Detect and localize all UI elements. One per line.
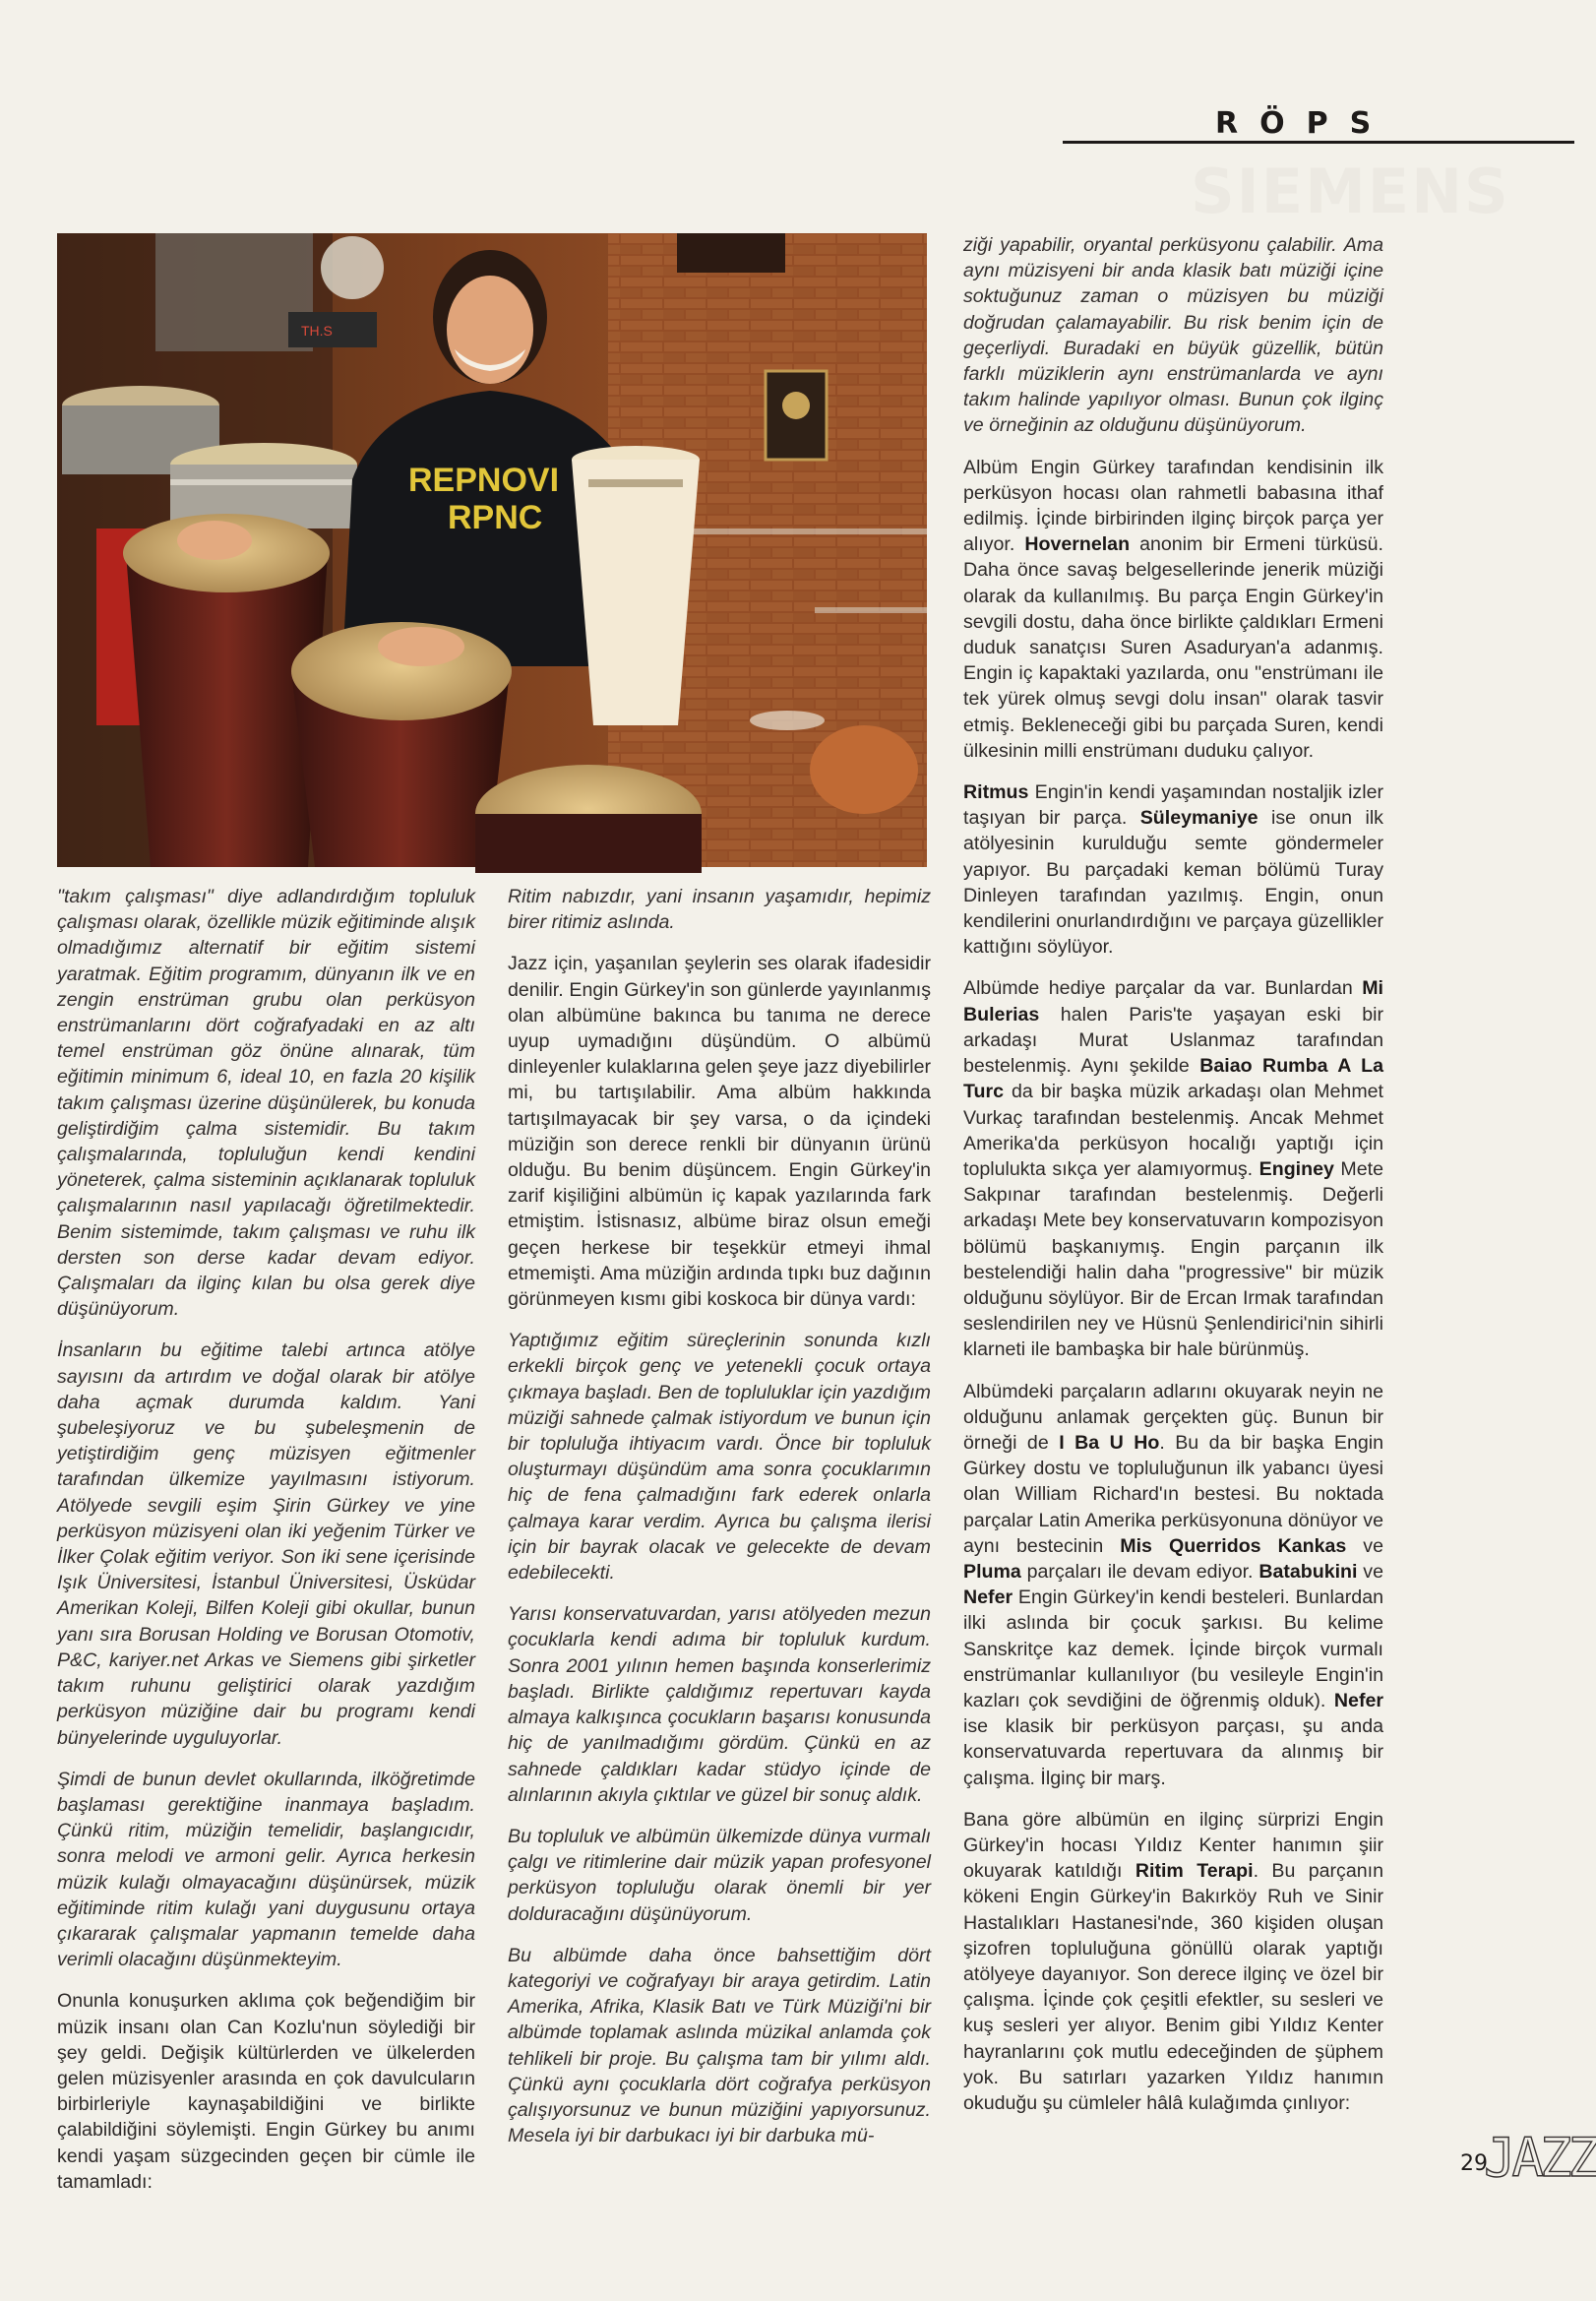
shirt-text-line2: RPNC [448, 499, 543, 536]
text-run: Albümde hediye parçalar da var. Bunlardan [963, 977, 1363, 1000]
text-run: ve [1357, 1560, 1384, 1583]
text-run: Engin'in kendi yaşamından nostaljik izler taşıyan bir parça. [963, 781, 1383, 830]
paragraph: Ritim nabızdır, yani insanın yaşamıdır, hepimiz birer ritimiz aslında. [508, 886, 931, 934]
section-label: RÖPS [1215, 106, 1393, 141]
page-number: 29 [1460, 2151, 1488, 2176]
track-title: Batabukini [1258, 1560, 1358, 1583]
track-title: Enginey [1258, 1157, 1334, 1180]
magazine-logo: JAZZ [1484, 2127, 1596, 2189]
text-run: ise klasik bir perküsyon parçası, şu anda konservatuvarda repertuvara da alınmış bir çalışma. İlginç bir marş. [963, 1715, 1383, 1789]
paragraph [963, 455, 1383, 764]
text-run: parçaları ile devam ediyor. [1020, 1560, 1259, 1583]
paragraph: Yaptığımız eğitim süreçlerinin sonunda kızlı erkekli birçok genç ve yetenekli çocuk ortaya çıkmaya başladı. Ben de topluluklar için yazdığım müziği sahnede çalmak istiyordum ve bunun için bir topluluğa ihtiyacım vardı. Önce bir topluluk oluşturmayı düşündüm ama sonra çocuklarımın hiç de fena çalmadığını fark ederek onlarla çalmaya karar verdim. Ayrıca bu çalışma ilerisi için bir bayrak olacak ve gelecekte de devam edebilecekti. [508, 1330, 931, 1585]
text-column-right [963, 232, 1383, 2132]
paragraph [963, 779, 1383, 960]
shirt-text-line1: REPNOVI [408, 462, 560, 499]
text-run: . Bu parçanın kökeni Engin Gürkey'in Bakırköy Ruh ve Sinir Hastalıkları Hastanesi'nde, 360 kişiden oluşan şizofren topluluğuna gönüllü olarak yaptığı atölyeye dayanıyor. Son derece ilginç ve özel bir çalışma. İçinde çok çeşitli efektler, su sesleri ve kuş sesleri yer alıyor. Benim gibi Yıldız Kenter hayranlarını çok mutlu edeceğinden de şüphem yok. Bu satırları yazarken Yıldız hanımın okuduğu şu cümleler hâlâ kulağımda çınlıyor: [963, 1860, 1383, 2115]
track-title: Nefer [1333, 1689, 1383, 1711]
paragraph [963, 975, 1383, 1362]
text-run: da bir başka müzik arkadaşı olan Mehmet Vurkaç tarafından bestelenmiş. Ancak Mehmet Amerika'da perküsyon hocalığı yaptığı için toplulukta sıkça yer alamıyormuş. [963, 1081, 1383, 1180]
paragraph: Bu topluluk ve albümün ülkemizde dünya vurmalı çalgı ve ritimlerine dair müzik yapan profesyonel perküsyon topluluğu olarak önemli bir yer dolduracağını düşünüyorum. [508, 1825, 931, 1925]
paragraph: Yarısı konservatuvardan, yarısı atölyeden mezun çocuklarla kendi adıma bir topluluk kurdum. Sonra 2001 yılının hemen başında konserlerimiz başladı. Birlikte çaldığımız repertuvarı kayda almaya kalkışınca çocukların başarısı konusunda hiç de yanılmadığımı gördüm. Çünkü en az sahnede çaldıkları kadar stüdyo içinde de alınlarının akıyla çıktılar ve güzel bir sonuç aldık. [508, 1603, 931, 1806]
track-title: Pluma [963, 1560, 1021, 1583]
percussionist-photo [57, 233, 927, 867]
track-title: Hovernelan [1024, 533, 1131, 556]
text-run: anonim bir Ermeni türküsü. Daha önce savaş belgesellerinde jenerik müziği olarak da kullanılmış. Bu parça Engin Gürkey'in sevgili dostu, daha önce birlikte çaldıkları Ermeni duduk sanatçısı Suren Asaduryan'a adanmış. Engin iç kapaktaki yazılarda, onu "enstrümanı ile tek yürek olmuş sevgi dolu insan" olarak tasvir etmiş. Bekleneceği gibi bu parçada Suren, kendi ülkesinin milli enstrümanı duduku çalıyor. [963, 533, 1383, 762]
track-title: Süleymaniye [1139, 807, 1258, 830]
background-watermark-word: SIEMENS [1191, 155, 1510, 227]
track-title: Ritim Terapi [1135, 1860, 1254, 1883]
track-title: Ritmus [963, 781, 1029, 804]
paragraph [963, 1379, 1383, 1791]
text-run: . Bu da bir başka Engin Gürkey dostu ve topluluğunun ilk yabancı üyesi olan William Richard'ın bestesi. Bu noktada parçalar Latin Amerika perküsyonuna dönüyor ve aynı bestecinin [963, 1431, 1383, 1557]
text-run: ise onun ilk atölyesinin kurulduğu semte göndermeler yapıyor. Bu parçadaki keman bölümü Turay Dinleyen tarafından yazılmış. Engin, onun kendilerini onurlandırdığını ve parçaya güzellikler kattığını söylüyor. [963, 807, 1383, 959]
text-run: Albüm Engin Gürkey tarafından kendisinin ilk perküsyon hocası olan rahmetli babasına ithaf edilmiş. İçinde birbirinden ilginç birçok parça yer alıyor. [963, 456, 1383, 556]
text-run: halen Paris'te yaşayan eski bir arkadaşı Murat Uslanmaz tarafından bestelenmiş. Aynı şekilde [963, 1003, 1383, 1078]
paragraph: Jazz için, yaşanılan şeylerin ses olarak ifadesidir denilir. Engin Gürkey'in son günlerde yayınlanmış olan albümüne bakınca bu tanıma ne derece uyup uymadığını düşündüm. O albümü dinleyenler kulaklarına gelen şeye jazz diyebilirler mi, bu tartışılabilir. Ama albüm hakkında tartışılmayacak bir şey varsa, o da içindeki müziğin son derece renkli bir dünyanın ürünü olduğu. Bu benim düşüncem. Engin Gürkey'in zarif kişiliğini albümün iç kapak yazılarında fark etmiştim. İstisnasız, albüme biraz olsun emeği geçen herkese bir teşekkür etmeyi ihmal etmemişti. Ama müziğin ardında tıpkı buz dağının görünmeyen kısmı gibi koskoca bir dünya vardı: [508, 953, 931, 1311]
track-title: Mi Bulerias [963, 977, 1383, 1026]
text-run: Mete Sakpınar tarafından bestelenmiş. Değerli arkadaşı Mete bey konservatuvarın kompozisyon bölümü başkanıymış. Engin parçanın ilk bestelendiği halin daha "progressive" bir müzik olduğunu söylüyor. Bir de Ercan Irmak tarafından seslendirilen ney ve Hüsnü Şenlendirici'nin sihirli klarneti ile bambaşka bir hale bürünmüş. [963, 1157, 1383, 1361]
header-rule [1063, 141, 1574, 144]
paragraph: Bu albümde daha önce bahsettiğim dört kategoriyi ve coğrafyayı bir araya getirdim. Latin Amerika, Afrika, Klasik Batı ve Türk Müziği'ni bir albümde toplamak aslında müzikal anlamda çok tehlikeli bir proje. Bu çalışma tam bir yılımı aldı. Çünkü aynı çocuklarla dört coğrafya perküsyon çalışıyorsunuz ve bunun müziğini yapıyorsunuz. Mesela iyi bir darbukacı iyi bir darbuka mü- [508, 1944, 931, 2147]
text-run: ve [1346, 1534, 1383, 1557]
paragraph: ziği yapabilir, oryantal perküsyonu çalabilir. Ama aynı müzisyeni bir anda klasik batı müziği içine soktuğunuz zaman o müzisyen bu müziği doğrudan çalamayabilir. Bu risk benim için de geçerliydi. Buradaki en büyük güzellik, bütün farklı müziklerin aynı enstrümanlarda ve aynı takım halinde yapılıyor olması. Bunun çok ilginç ve örneğinin az olduğunu düşünüyorum. [963, 234, 1383, 437]
text-run: Engin Gürkey'in kendi besteleri. Bunlardan ilki aslında bir çocuk şarkısı. Bu kelime Sanskritçe kaz demek. İçinde birçok vurmalı enstrümanlar kullanılıyor (bu vesileyle Engin'in kazları çok sevdiğini de öğrenmiş olduk). [963, 1586, 1383, 1711]
track-title: Nefer [963, 1586, 1013, 1609]
paragraph: Onunla konuşurken aklıma çok beğendiğim bir müzik insanı olan Can Kozlu'nun söylediği bir şey geldi. Değişik kültürlerden ve ülkelerden gelen müzisyenler arasında en çok davulcuların birbirleriyle kaynaşabildiğini ve birlikte çalabildiğini söylemişti. Engin Gürkey bu anımı kendi yaşam süzgecinden geçen bir cümle ile tamamladı: [57, 1990, 475, 2193]
track-title: Baiao Rumba A La Turc [963, 1055, 1383, 1103]
paragraph [963, 1807, 1383, 2116]
percussionist-with-congas-photo [57, 233, 927, 867]
track-title: I Ba U Ho [1059, 1431, 1160, 1454]
track-title: Mis Querridos Kankas [1120, 1534, 1347, 1557]
paragraph: Şimdi de bunun devlet okullarında, ilköğretimde başlaması gerektiğine inanmaya başladım. Çünkü ritim, müziğin temelidir, başlangıcıdır, sonra melodi ve armoni gelir. Ayrıca herkesin müzik kulağı olmayacağını düşünürsek, müzik eğitiminde ritim kulağı yani duygusunu ortaya çıkararak çalışmalar yapmanın temelde daha verimli olacağını düşünmekteyim. [57, 1768, 475, 1971]
paragraph: İnsanların bu eğitime talebi artınca atölye sayısını da artırdım ve doğal olarak bir atölye daha açmak durumda kaldım. Yani şubeleşiyoruz ve bu şubeleşmenin de yetiştirdiğim genç müzisyen eğitmenler tarafından ülkemize yayılmasını istiyorum. Atölyede sevgili eşim Şirin Gürkey ve yine perküsyon müzisyeni olan iki yeğenim Türker ve İlker Çolak eğitim veriyor. Son iki sene içerisinde Işık Üniversitesi, İstanbul Üniversitesi, Üsküdar Amerikan Koleji, Bilfen Koleji gibi okullar, bunun yanı sıra Borusan Holding ve Borusan Otomotiv, P&C, kariyer.net Arkas ve Siemens gibi şirketler takım ruhunu geliştirici olarak yazdığım perküsyon müziğine dair bu programı kendi bünyelerinde uyguluyorlar. [57, 1339, 475, 1749]
paragraph: "takım çalışması" diye adlandırdığım topluluk çalışması olarak, özellikle müzik eğitiminde alışık olmadığımız alternatif bir eğitim sistemi yaratmak. Eğitim programım, dünyanın ilk ve en zengin enstrüman grubu olan perküsyon enstrümanlarını dört coğrafyadaki en az altı temel enstrüman göz önüne alınarak, tüm eğitimin minimum 6, ideal 10, en fazla 20 kişilik takım çalışması üzerine düşünülerek, bu konuda geliştirdiğim çalma sistemidir. Bu takım çalışmalarında, topluluğun kendi kendini yöneterek, çalma sisteminin açıklanarak topluluk çalışmalarının nasıl yapılacağı öğretilmektedir. Benim sistemimde, takım çalışması ve ruhu ilk dersten son derse kadar devam ediyor. Çalışmaları da ilginç kılan bu olsa gerek diye düşünüyorum. [57, 886, 475, 1321]
text-run: Bana göre albümün en ilginç sürprizi Engin Gürkey'in hocası Yıldız Kenter hanımın şiir okuyarak katıldığı [963, 1808, 1383, 1883]
wall-sign-text: TH.S [301, 323, 333, 339]
text-column-left [57, 884, 475, 2210]
text-column-middle [508, 884, 931, 2164]
text-run: Albümdeki parçaların adlarını okuyarak neyin ne olduğunu anlamak gerçekten güç. Bunun bir örneği de [963, 1380, 1383, 1454]
